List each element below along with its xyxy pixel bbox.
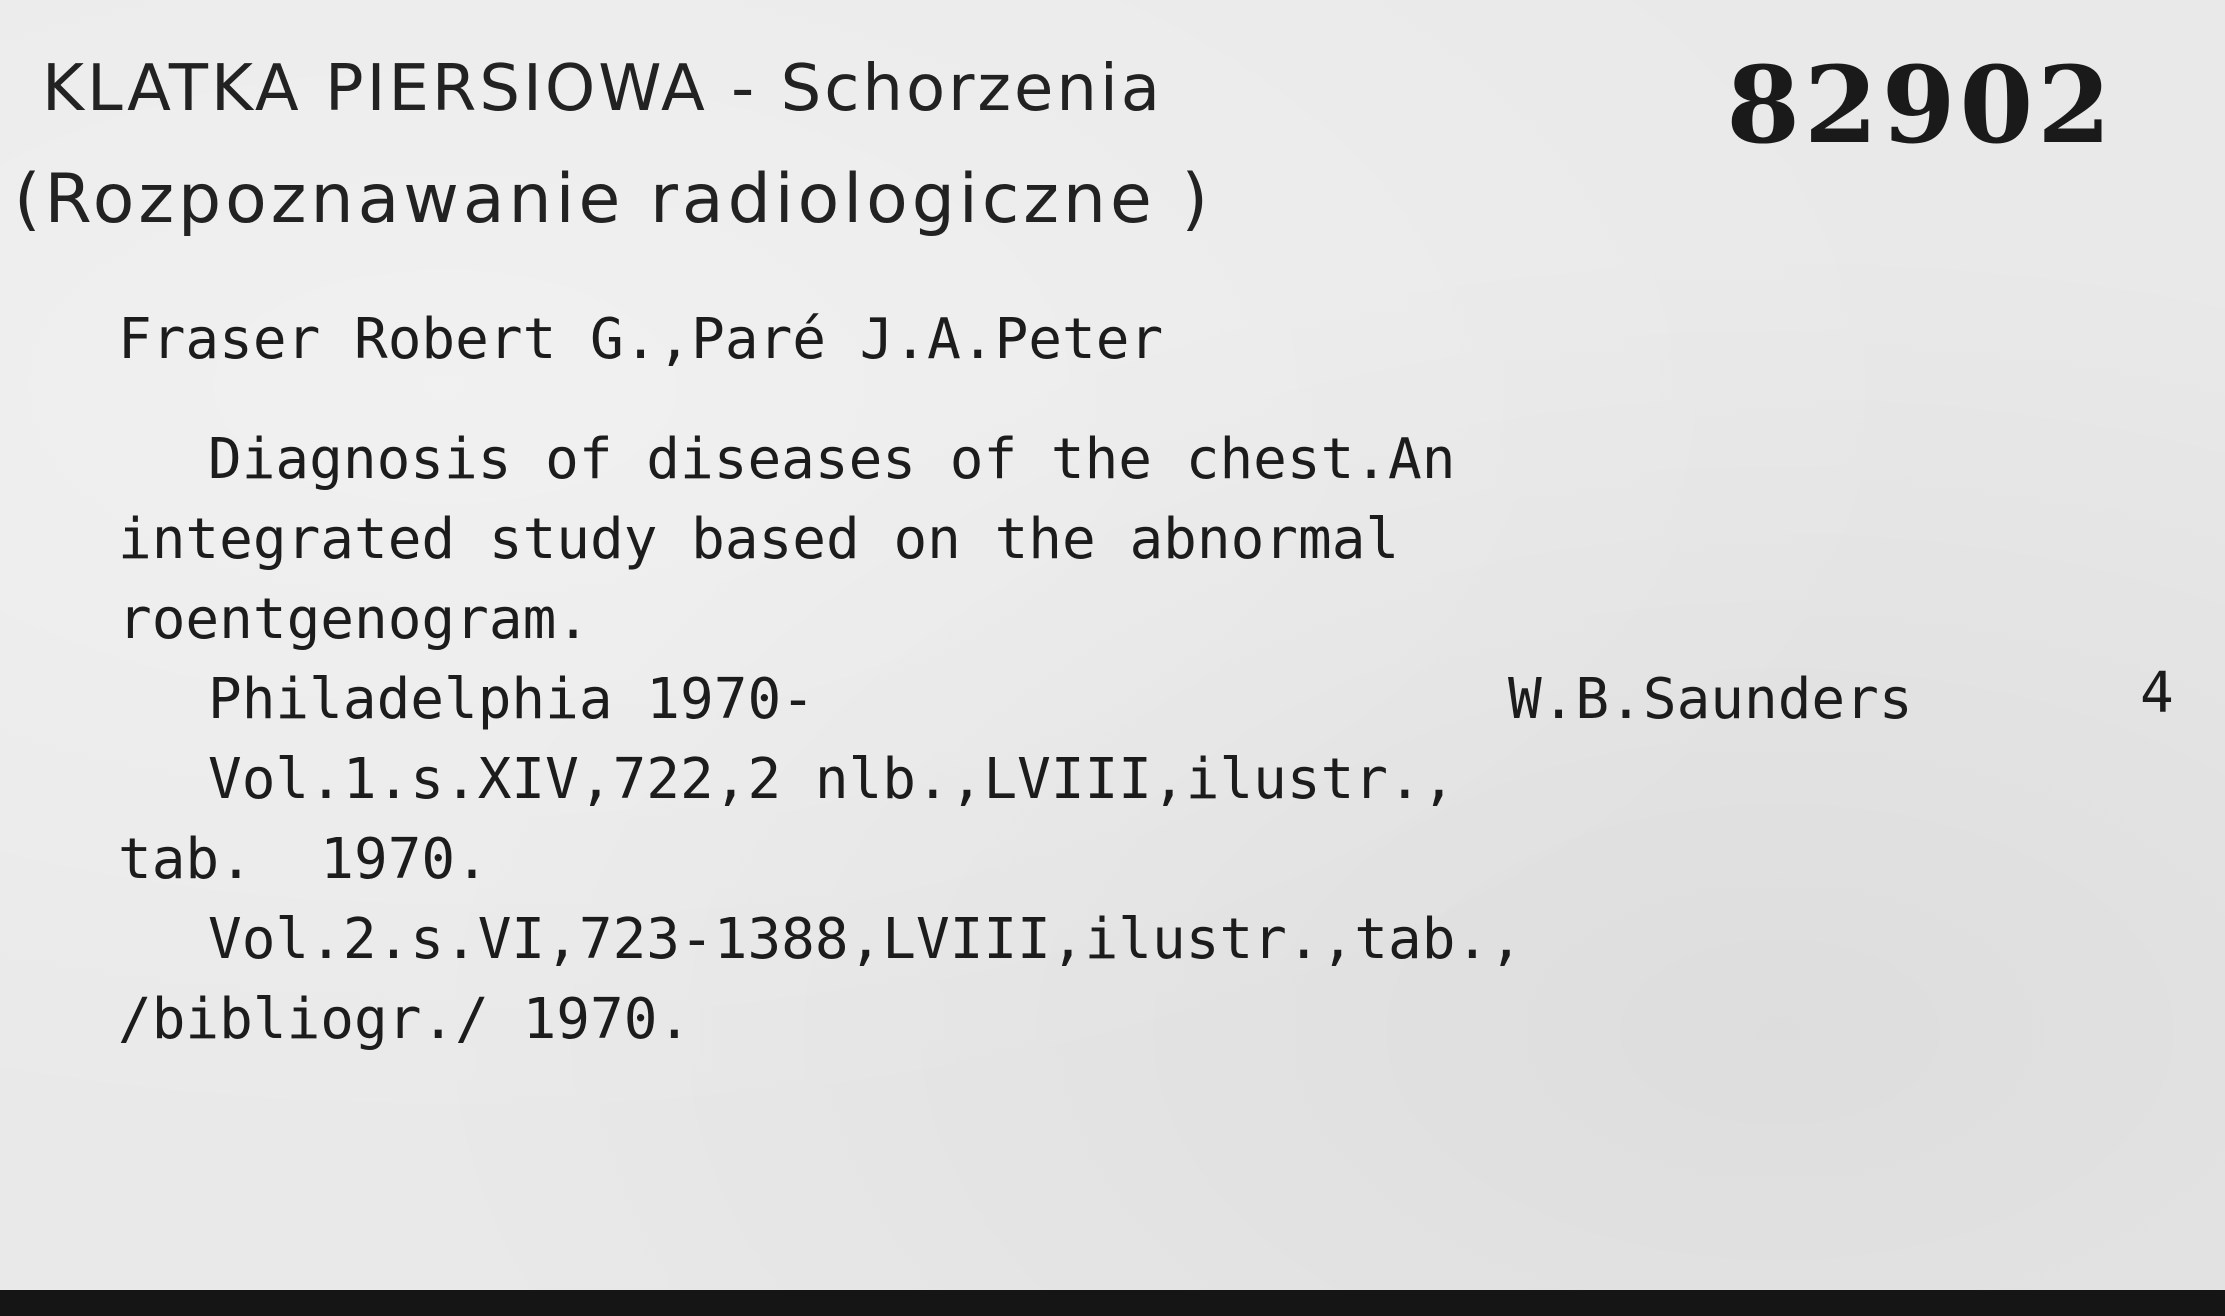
volume1-line2: tab. 1970. <box>118 827 489 892</box>
call-number: 82902 <box>1726 42 2115 167</box>
subject-heading-line2: (Rozpoznawanie radiologiczne ) <box>14 160 1212 239</box>
volume1-line1: Vol.1.s.XIV,722,2 nlb.,LVIII,ilustr., <box>208 747 1456 812</box>
card-bottom-edge <box>0 1290 2225 1316</box>
subject-heading-line1: KLATKA PIERSIOWA - Schorzenia <box>42 52 1163 126</box>
title-line3: roentgenogram. <box>118 587 591 652</box>
volume2-line2: /bibliogr./ 1970. <box>118 987 692 1052</box>
volume2-line1: Vol.2.s.VI,723-1388,LVIII,ilustr.,tab., <box>208 907 1523 972</box>
author-line: Fraser Robert G.,Paré J.A.Peter <box>118 307 1164 372</box>
imprint-place-date: Philadelphia 1970- <box>208 667 815 732</box>
title-line1: Diagnosis of diseases of the chest.An <box>208 427 1456 492</box>
title-line2: integrated study based on the abnormal <box>118 507 1400 572</box>
imprint-format: 4 <box>2140 661 2174 726</box>
imprint-publisher: W.B.Saunders <box>1508 667 1913 732</box>
